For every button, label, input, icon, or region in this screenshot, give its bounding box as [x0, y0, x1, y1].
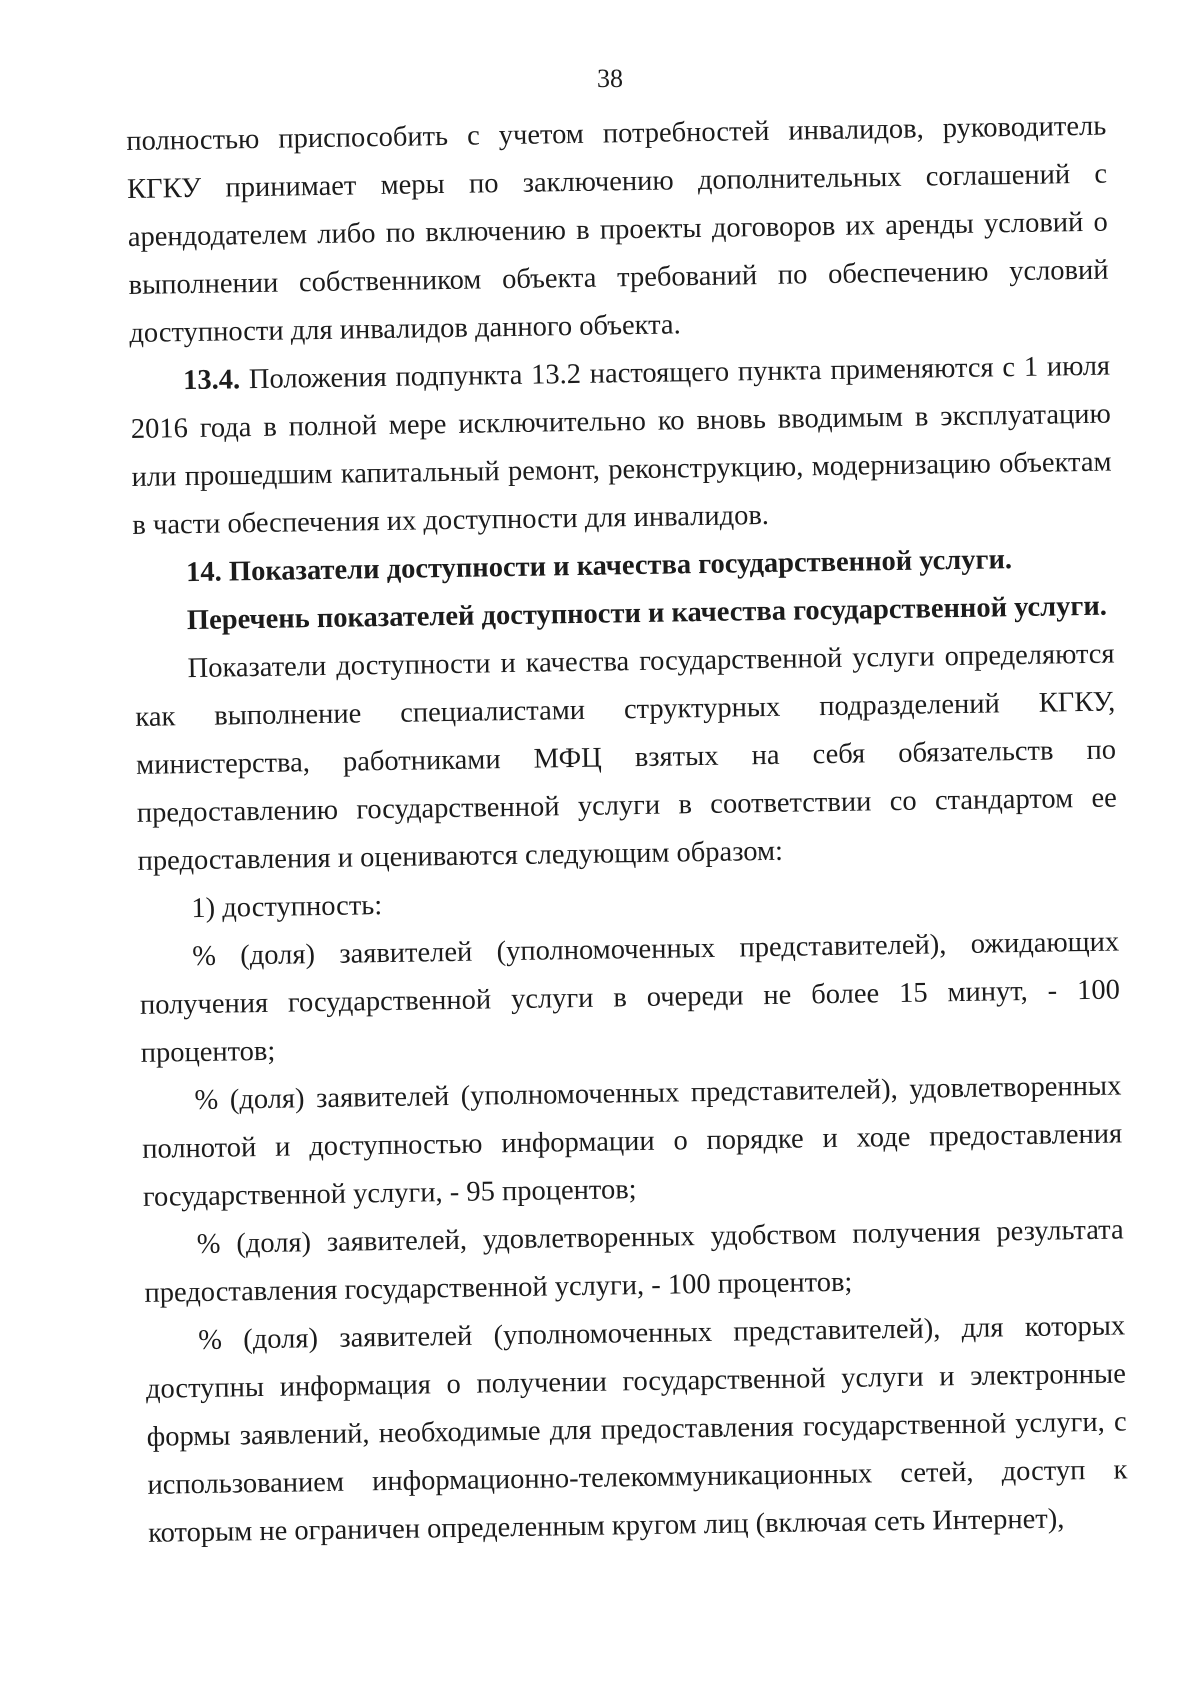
indicator-electronic-forms: % (доля) заявителей (уполномоченных представителей), для которых доступны информация о получении государственной услуги и электронные формы заявлений, необходимые для предоставления государственной услуги, с использованием информационно-телекоммуникационных сетей, доступ к которым не ограничен определенным кругом лиц (включая сеть Интернет), [145, 1310, 1128, 1549]
section-heading: 14. Показатели доступности и качества государственной услуги. [185, 544, 1013, 589]
indicator-queue-time: % (доля) заявителей (уполномоченных представителей), ожидающих получения государственной услуги в очереди не более 15 минут, - 100 процентов; [139, 926, 1121, 1069]
list-item-availability: 1) доступность: [191, 890, 383, 925]
paragraph-continuation: полностью приспособить с учетом потребностей инвалидов, руководитель КГКУ принимает меры по заключению дополнительных соглашений с арендодателем либо по включению в проекты договоров их аренды условий о выполнении собственником объекта требований по обеспечению условий доступности для инвалидов данного объекта. [126, 110, 1109, 349]
page-number: 38 [597, 64, 623, 93]
indicator-convenience: % (доля) заявителей, удовлетворенных удобством получения результата предоставления государственной услуги, - 100 процентов; [144, 1214, 1124, 1309]
paragraph-13-4 [130, 343, 1113, 550]
clause-text: Положения подпункта 13.2 настоящего пункта применяются с 1 июля 2016 года в полной мере исключительно ко вновь вводимым в эксплуатацию или прошедшим капитальный ремонт, реконструкцию, модернизацию объектам в части обеспечения их доступности для инвалидов. [130, 350, 1112, 541]
indicator-information: % (доля) заявителей (уполномоченных представителей), удовлетворенных полнотой и доступностью информации о порядке и ходе предоставления государственной услуги, - 95 процентов; [141, 1070, 1123, 1213]
section-subheading: Перечень показателей доступности и качества государственной услуги. [186, 590, 1108, 637]
document-body [126, 103, 1128, 1558]
paragraph-indicators-intro: Показатели доступности и качества государственной услуги определяются как выполнение специалистами структурных подразделений КГКУ, министерства, работниками МФЦ взятых на себя обязательств по предоставлению государственной услуги в соответствии со стандартом ее предоставления и оцениваются следующим образом: [135, 638, 1118, 877]
clause-number: 13.4. [182, 364, 241, 397]
